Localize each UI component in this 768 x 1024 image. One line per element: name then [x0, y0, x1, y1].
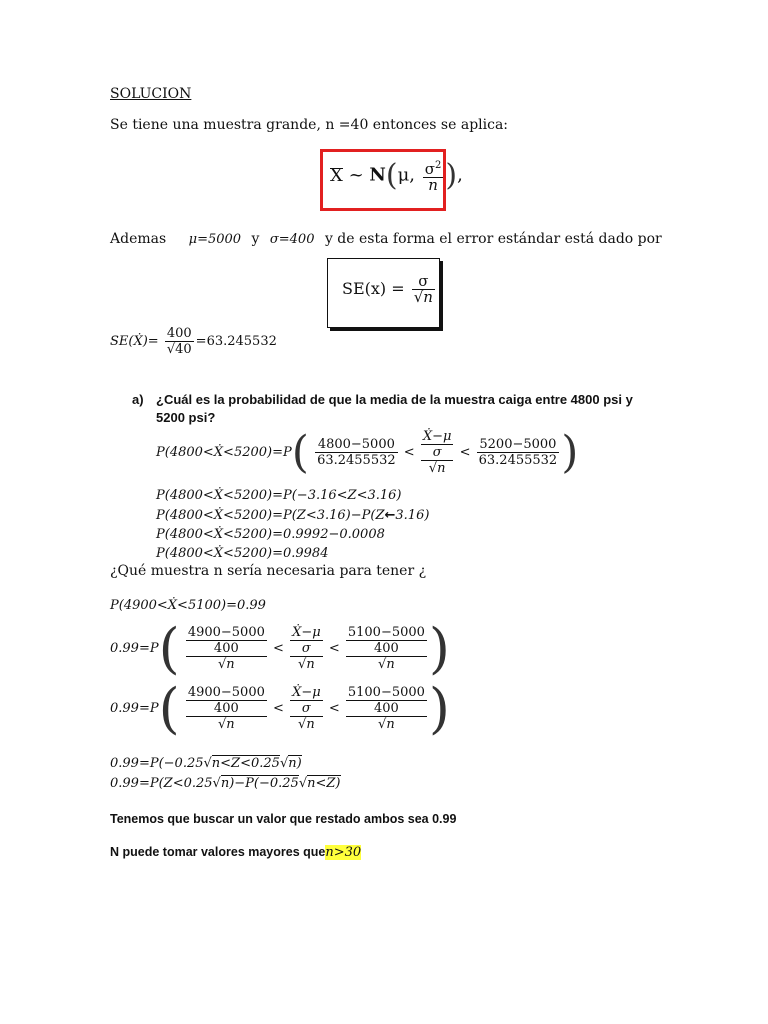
page-heading: SOLUCION — [110, 86, 192, 102]
prob-b-standardize-2: 0.99=P( 4900−5000 400 √n < Ẋ−μ σ √n < 5100−5000 400 √n ) — [110, 677, 450, 740]
sigma2-over-n: $\frac{\sigma^2}{n}$ — [424, 160, 442, 194]
question-a-marker: a) — [132, 392, 144, 407]
highlighted-condition: n>30 — [325, 845, 362, 860]
conclusion-1: Tenemos que buscar un valor que restado ambos sea 0.99 — [110, 812, 457, 826]
question-a-line1: ¿Cuál es la probabilidad de que la media de la muestra caiga entre 4800 psi y — [156, 392, 633, 407]
prob-b-line5: 0.99=P(Z<0.25√n)−P(−0.25√n<Z) — [110, 776, 341, 791]
ademas-line: Ademas μ=5000 y σ=400 y de esta forma el error estándar está dado por — [110, 231, 662, 247]
prob-b-standardize-1: 0.99=P( 4900−5000 400 √n < Ẋ−μ σ √n < 5100−5000 400 √n ) — [110, 617, 450, 680]
sampling-distribution-formula: X ~ N(μ, $\frac{\sigma^2}{n}$ ), — [330, 158, 463, 194]
intro-text: Se tiene una muestra grande, n =40 entonces se aplica: — [110, 117, 509, 133]
conclusion-2: N puede tomar valores mayores quen>30 — [110, 845, 362, 860]
se-calculation: SE(Ẋ)= $\frac{400}{√40}$ =63.245532 — [110, 326, 277, 357]
prob-a-standardize: P(4800<Ẋ<5200)=P( $\frac{4800-5000}{63.2455532}$ < Ẋ−μ σ √n < $\frac{5200-5000}{63.2455532}$ ) — [156, 427, 579, 478]
prob-a-line2: P(4800<Ẋ<5200)=P(−3.16<Z<3.16) — [156, 488, 402, 503]
prob-b-line4: 0.99=P(−0.25√n<Z<0.25√n) — [110, 756, 302, 771]
prob-a-line3: P(4800<Ẋ<5200)=P(Z<3.16)−P(Z←3.16) — [156, 508, 430, 523]
question-a-line2: 5200 psi? — [156, 410, 216, 425]
prob-b-line1: P(4900<Ẋ<5100)=0.99 — [110, 598, 266, 613]
arrow-left-icon: ← — [384, 508, 396, 523]
prob-a-line4: P(4800<Ẋ<5200)=0.9992−0.0008 — [156, 527, 385, 542]
xbar-symbol: X — [330, 164, 343, 186]
question-b: ¿Qué muestra n sería necesaria para tener ¿ — [110, 563, 427, 579]
standard-error-formula: SE(x) = $\frac{\sigma}{√n}$ — [342, 272, 433, 306]
prob-a-line5: P(4800<Ẋ<5200)=0.9984 — [156, 546, 329, 561]
